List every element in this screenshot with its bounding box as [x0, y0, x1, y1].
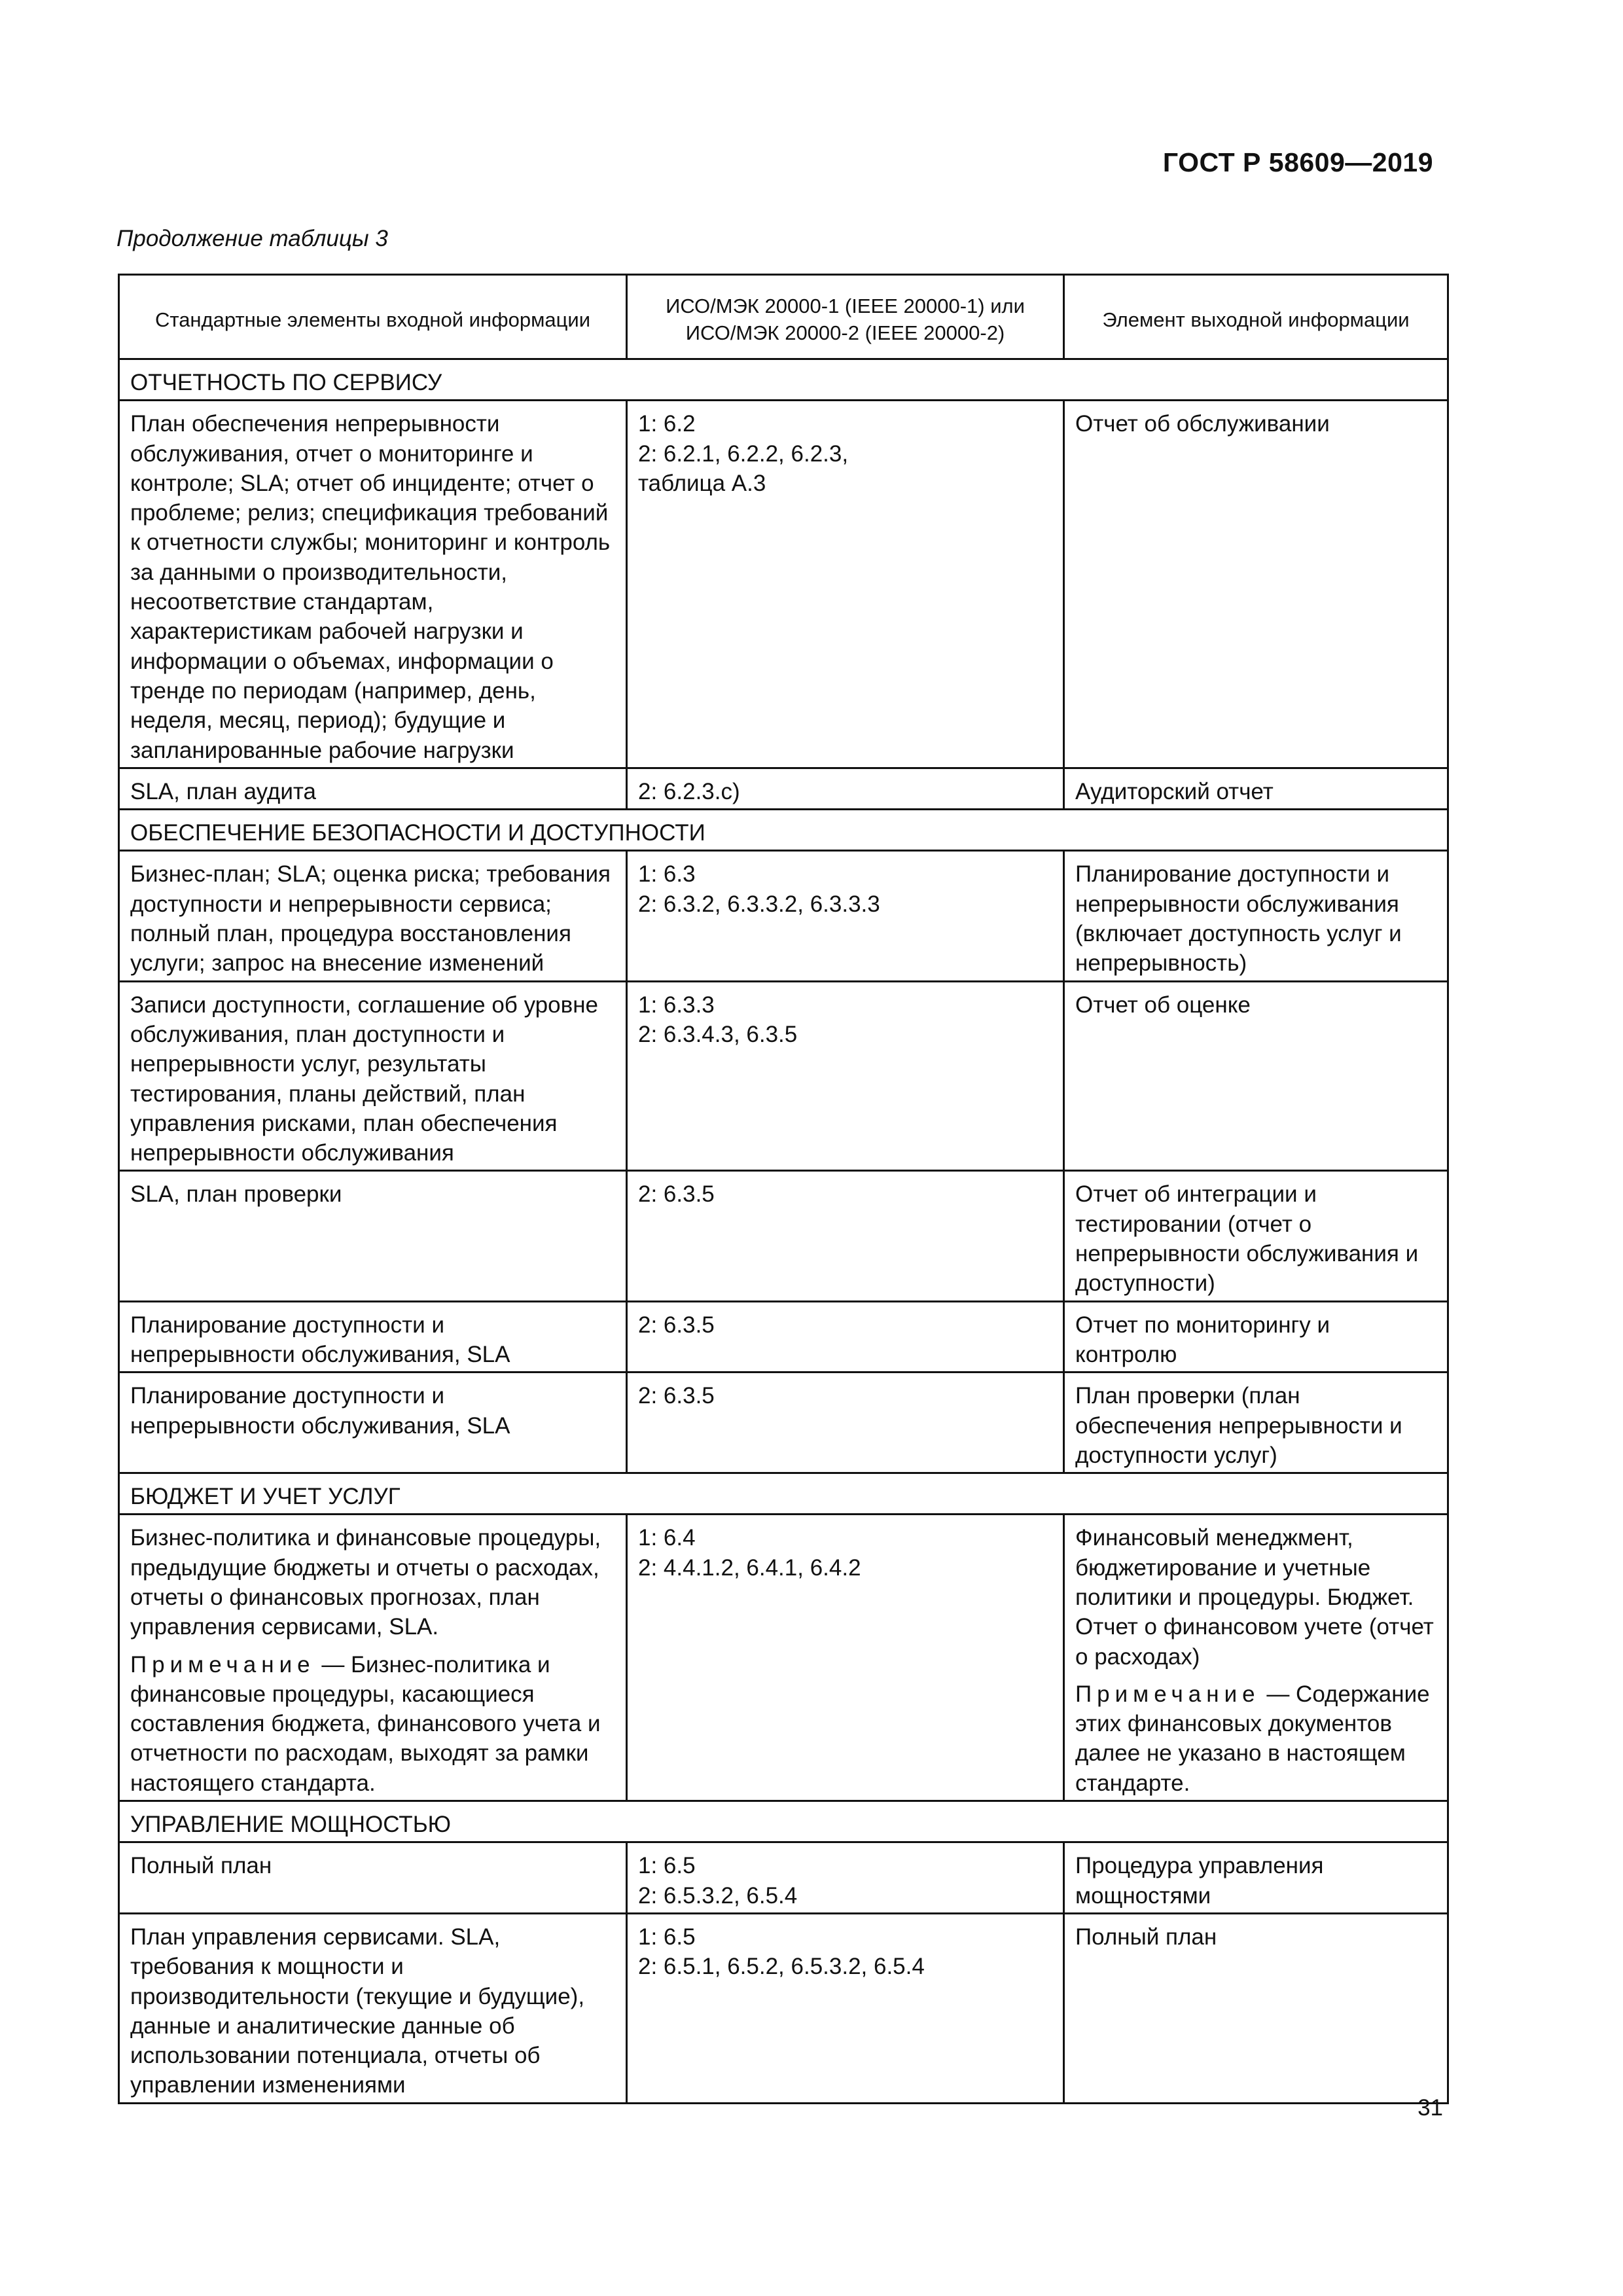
column-header-input: Стандартные элементы входной информации — [119, 275, 627, 359]
reference-line: 1: 6.5 — [638, 1924, 696, 1950]
reference-line: 1: 6.3.3 — [638, 992, 715, 1018]
output-cell: Отчет об обслуживании — [1064, 401, 1448, 768]
document-code: ГОСТ Р 58609—2019 — [1162, 147, 1433, 177]
input-cell: SLA, план аудита — [119, 768, 627, 809]
reference-line: 2: 6.5.3.2, 6.5.4 — [638, 1882, 798, 1909]
section-row — [119, 810, 1448, 851]
table-row — [119, 981, 1448, 1171]
note-label: Примечание — [1075, 1681, 1260, 1707]
input-cell: SLA, план проверки — [119, 1171, 627, 1301]
input-cell: Планирование доступности и непрерывности обслуживания, SLA — [119, 1301, 627, 1372]
table-row — [119, 851, 1448, 981]
table-row — [119, 1842, 1448, 1914]
reference-cell — [627, 1171, 1064, 1301]
output-cell: План проверки (план обеспечения непрерывности и доступности услуг) — [1064, 1372, 1448, 1473]
input-note — [130, 1650, 615, 1798]
reference-cell — [627, 851, 1064, 981]
reference-cell — [627, 1842, 1064, 1914]
input-cell: Полный план — [119, 1842, 627, 1914]
section-row — [119, 359, 1448, 401]
output-note — [1075, 1679, 1436, 1798]
reference-cell — [627, 401, 1064, 768]
output-cell: Полный план — [1064, 1913, 1448, 2103]
table-row — [119, 401, 1448, 768]
input-cell: План обеспечения непрерывности обслуживания, отчет о мониторинге и контроле; SLA; отчет об инциденте; отчет о проблеме; релиз; спецификация требований к отчетности службы; мониторинг и контроль за данными о производительности, несоответствие стандартам, характеристикам рабочей нагрузки и информации о объемах, информации о тренде по периодам (например, день, неделя, месяц, период); будущие и запланированные рабочие нагрузки — [119, 401, 627, 768]
reference-cell — [627, 1372, 1064, 1473]
table-row — [119, 1913, 1448, 2103]
note-text: — Бизнес-политика и финансовые процедуры, касающиеся составления бюджета, финансового учета и отчетности по расходам, выходят за рамки настоящего стандарта. — [130, 1651, 601, 1796]
reference-line: 2: 6.3.5 — [638, 1181, 715, 1208]
table-row — [119, 768, 1448, 809]
reference-cell — [627, 1301, 1064, 1372]
input-text: Бизнес-политика и финансовые процедуры, предыдущие бюджеты и отчеты о расходах, отчеты о финансовых прогнозах, план управления сервисами, SLA. — [130, 1525, 601, 1640]
input-cell: Бизнес-план; SLA; оценка риска; требования доступности и непрерывности сервиса; полный план, процедура восстановления услуги; запрос на внесение изменений — [119, 851, 627, 981]
output-cell — [1064, 1515, 1448, 1801]
input-cell — [119, 1515, 627, 1801]
reference-line: 2: 6.2.3.с) — [638, 778, 740, 804]
table-row — [119, 1171, 1448, 1301]
table-header-row — [119, 275, 1448, 359]
section-title: УПРАВЛЕНИЕ МОЩНОСТЬЮ — [119, 1801, 1448, 1842]
reference-line: таблица А.3 — [638, 470, 766, 496]
reference-cell — [627, 768, 1064, 809]
reference-line: 2: 6.5.1, 6.5.2, 6.5.3.2, 6.5.4 — [638, 1954, 925, 1980]
section-title: ОБЕСПЕЧЕНИЕ БЕЗОПАСНОСТИ И ДОСТУПНОСТИ — [119, 810, 1448, 851]
requirements-table — [118, 274, 1449, 2104]
reference-line: 2: 6.3.4.3, 6.3.5 — [638, 1021, 798, 1047]
column-header-reference: ИСО/МЭК 20000-1 (IEEE 20000-1) или ИСО/МЭК 20000-2 (IEEE 20000-2) — [627, 275, 1064, 359]
output-cell: Планирование доступности и непрерывности обслуживания (включает доступность услуг и непрерывность) — [1064, 851, 1448, 981]
output-cell: Аудиторский отчет — [1064, 768, 1448, 809]
table-caption: Продолжение таблицы 3 — [116, 226, 388, 251]
reference-cell — [627, 981, 1064, 1171]
table-row — [119, 1515, 1448, 1801]
reference-line: 2: 6.2.1, 6.2.2, 6.2.3, — [638, 440, 849, 467]
section-title: ОТЧЕТНОСТЬ ПО СЕРВИСУ — [119, 359, 1448, 401]
section-title: БЮДЖЕТ И УЧЕТ УСЛУГ — [119, 1473, 1448, 1515]
input-cell: План управления сервисами. SLA, требования к мощности и производительности (текущие и будущие), данные и аналитические данные об использовании потенциала, отчеты об управлении изменениями — [119, 1913, 627, 2103]
table-row — [119, 1301, 1448, 1372]
output-cell: Отчет по мониторингу и контролю — [1064, 1301, 1448, 1372]
reference-cell — [627, 1515, 1064, 1801]
reference-line: 2: 6.3.5 — [638, 1383, 715, 1409]
output-cell: Отчет об оценке — [1064, 981, 1448, 1171]
reference-line: 1: 6.5 — [638, 1853, 696, 1879]
note-text: — Содержание этих финансовых документов далее не указано в настоящем стандарте. — [1075, 1681, 1430, 1796]
reference-line: 2: 4.4.1.2, 6.4.1, 6.4.2 — [638, 1554, 861, 1581]
output-text: Финансовый менеджмент, бюджетирование и учетные политики и процедуры. Бюджет. Отчет о финансовом учете (отчет о расходах) — [1075, 1525, 1434, 1670]
reference-line: 2: 6.3.5 — [638, 1312, 715, 1338]
section-row — [119, 1473, 1448, 1515]
column-header-output: Элемент выходной информации — [1064, 275, 1448, 359]
input-cell: Планирование доступности и непрерывности обслуживания, SLA — [119, 1372, 627, 1473]
note-label: Примечание — [130, 1651, 315, 1677]
reference-line: 1: 6.2 — [638, 411, 696, 437]
reference-cell — [627, 1913, 1064, 2103]
output-cell: Отчет об интеграции и тестировании (отчет о непрерывности обслуживания и доступности) — [1064, 1171, 1448, 1301]
output-cell: Процедура управления мощностями — [1064, 1842, 1448, 1914]
page-number: 31 — [1418, 2095, 1443, 2121]
table-row — [119, 1372, 1448, 1473]
input-cell: Записи доступности, соглашение об уровне обслуживания, план доступности и непрерывности услуг, результаты тестирования, планы действий, план управления рисками, план обеспечения непрерывности обслуживания — [119, 981, 627, 1171]
reference-line: 1: 6.3 — [638, 861, 696, 888]
reference-line: 1: 6.4 — [638, 1525, 696, 1551]
section-row — [119, 1801, 1448, 1842]
reference-line: 2: 6.3.2, 6.3.3.2, 6.3.3.3 — [638, 891, 880, 917]
